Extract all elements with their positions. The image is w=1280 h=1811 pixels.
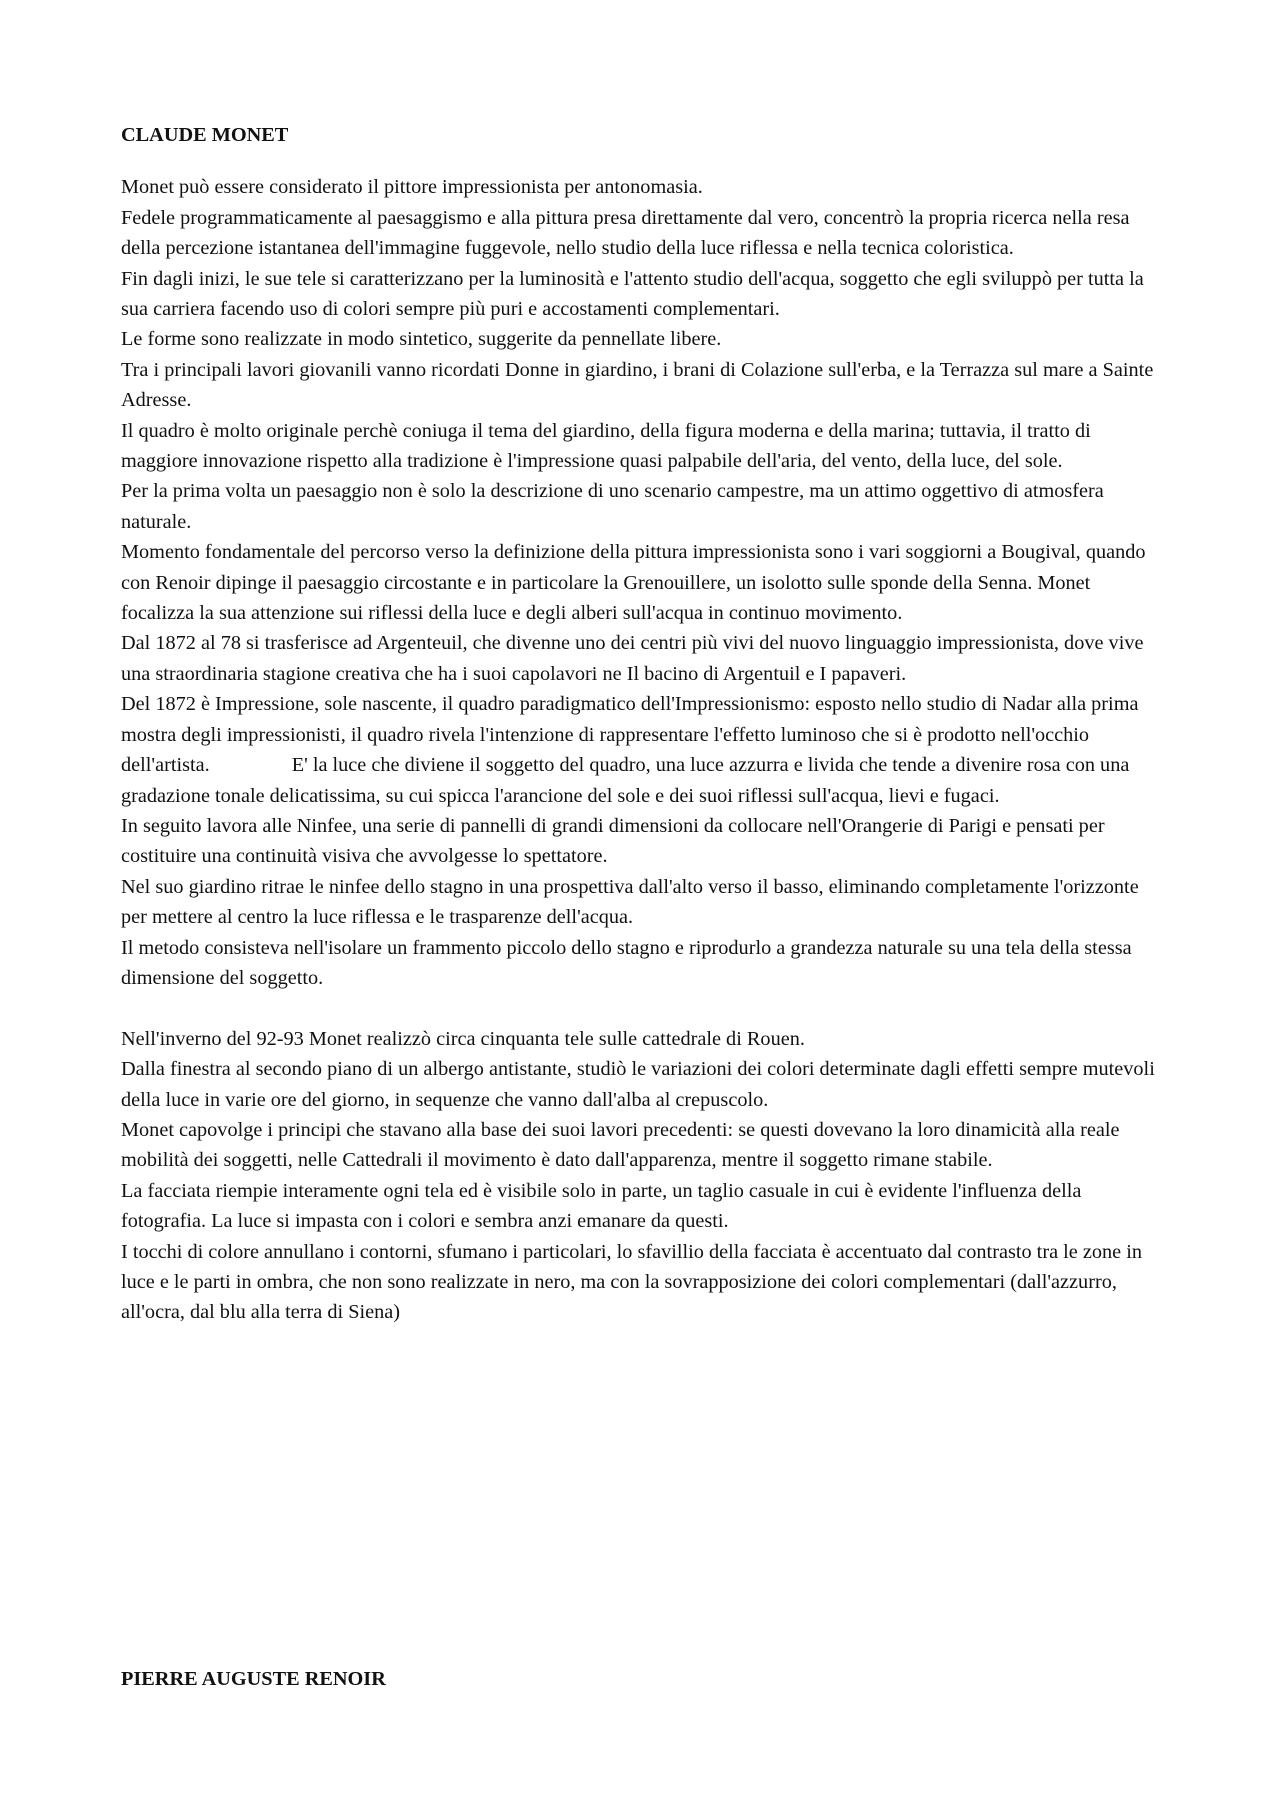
paragraph: Per la prima volta un paesaggio non è solo la descrizione di uno scenario campestre, ma un attimo oggettivo di atmosfera naturale. xyxy=(121,480,1104,533)
blank-line xyxy=(121,993,1166,1023)
paragraph: Dal 1872 al 78 si trasferisce ad Argenteuil, che divenne uno dei centri più vivi del nuovo linguaggio impressionista, dove vive una straordinaria stagione creativa che ha i suoi capolavori ne Il bacino di Argentuil e I papaveri. xyxy=(121,632,1144,685)
paragraph: Monet può essere considerato il pittore impressionista per antonomasia. xyxy=(121,176,703,199)
paragraph-impression xyxy=(121,689,1166,811)
paragraph-impression-part2: E' la luce che diviene il soggetto del quadro, una luce azzurra e livida che tende a divenire rosa con una gradazione tonale delicatissima, su cui spicca l'arancione del sole e dei suoi riflessi sull'acqua, lievi e fugaci. xyxy=(121,754,1130,807)
section-title-renoir: PIERRE AUGUSTE RENOIR xyxy=(121,1668,386,1690)
paragraph: Il metodo consisteva nell'isolare un frammento piccolo dello stagno e riprodurlo a grandezza naturale su una tela della stessa dimensione del soggetto. xyxy=(121,936,1132,989)
paragraph: Fin dagli inizi, le sue tele si caratterizzano per la luminosità e l'attento studio dell'acqua, soggetto che egli sviluppò per tutta la sua carriera facendo uso di colori sempre più puri e accostamenti complementari. xyxy=(121,267,1144,321)
paragraph-impression-part1: Del 1872 è Impressione, sole nascente, il quadro paradigmatico dell'Impressionismo: esposto nello studio di Nadar alla prima mostra degli impressionisti, il quadro rivela l'intenzione di rappresentare l'effetto luminoso che si è prodotto nell'occhio dell'artista. xyxy=(121,693,1139,777)
paragraph: Nel suo giardino ritrae le ninfee dello stagno in una prospettiva dall'alto verso il basso, eliminando completamente l'orizzonte per mettere al centro la luce riflessa e le trasparenze dell'acqua. xyxy=(121,875,1139,929)
paragraph: Monet capovolge i principi che stavano alla base dei suoi lavori precedenti: se questi dovevano la loro dinamicità alla reale mobilità dei soggetti, nelle Cattedrali il movimento è dato dall'apparenza, mentre il soggetto rimane stabile. xyxy=(121,1118,1120,1172)
paragraph: I tocchi di colore annullano i contorni, sfumano i particolari, lo sfavillio della facciata è accentuato dal contrasto tra le zone in luce e le parti in ombra, che non sono realizzate in nero, ma con la sovrapposizione dei colori complementari (dall'azzurro, all'ocra, dal blu alla terra di Siena) xyxy=(121,1240,1142,1324)
paragraph: Fedele programmaticamente al paesaggismo e alla pittura presa direttamente dal vero, concentrò la propria ricerca nella resa della percezione istantanea dell'immagine fuggevole, nello studio della luce riflessa e nella tecnica coloristica. xyxy=(121,206,1130,260)
paragraph: Tra i principali lavori giovanili vanno ricordati Donne in giardino, i brani di Colazione sull'erba, e la Terrazza sul mare a Sainte Adresse. xyxy=(121,358,1154,412)
document-page xyxy=(121,120,1166,1328)
paragraph: La facciata riempie interamente ogni tela ed è visibile solo in parte, un taglio casuale in cui è evidente l'influenza della fotografia. La luce si impasta con i colori e sembra anzi emanare da questi. xyxy=(121,1179,1082,1233)
paragraph: In seguito lavora alle Ninfee, una serie di pannelli di grandi dimensioni da collocare nell'Orangerie di Parigi e pensati per costituire una continuità visiva che avvolgesse lo spettatore. xyxy=(121,814,1105,868)
paragraph: Momento fondamentale del percorso verso la definizione della pittura impressionista sono i vari soggiorni a Bougival, quando con Renoir dipinge il paesaggio circostante e in particolare la Grenouillere, un isolotto sulle sponde della Senna. Monet focalizza la sua attenzione sui riflessi della luce e degli alberi sull'acqua in continuo movimento. xyxy=(121,541,1146,625)
section-title-monet: CLAUDE MONET xyxy=(121,124,289,146)
paragraph: Il quadro è molto originale perchè coniuga il tema del giardino, della figura moderna e della marina; tuttavia, il tratto di maggiore innovazione rispetto alla tradizione è l'impressione quasi palpabile dell'aria, del vento, della luce, del sole. xyxy=(121,419,1091,473)
paragraph: Le forme sono realizzate in modo sintetico, suggerite da pennellate libere. xyxy=(121,328,722,351)
spacer xyxy=(121,150,1166,172)
paragraph: Dalla finestra al secondo piano di un albergo antistante, studiò le variazioni dei colori determinate dagli effetti sempre mutevoli della luce in varie ore del giorno, in sequenze che vanno dall'alba al crepuscolo. xyxy=(121,1058,1155,1111)
paragraph: Nell'inverno del 92-93 Monet realizzò circa cinquanta tele sulle cattedrale di Rouen. xyxy=(121,1027,805,1050)
